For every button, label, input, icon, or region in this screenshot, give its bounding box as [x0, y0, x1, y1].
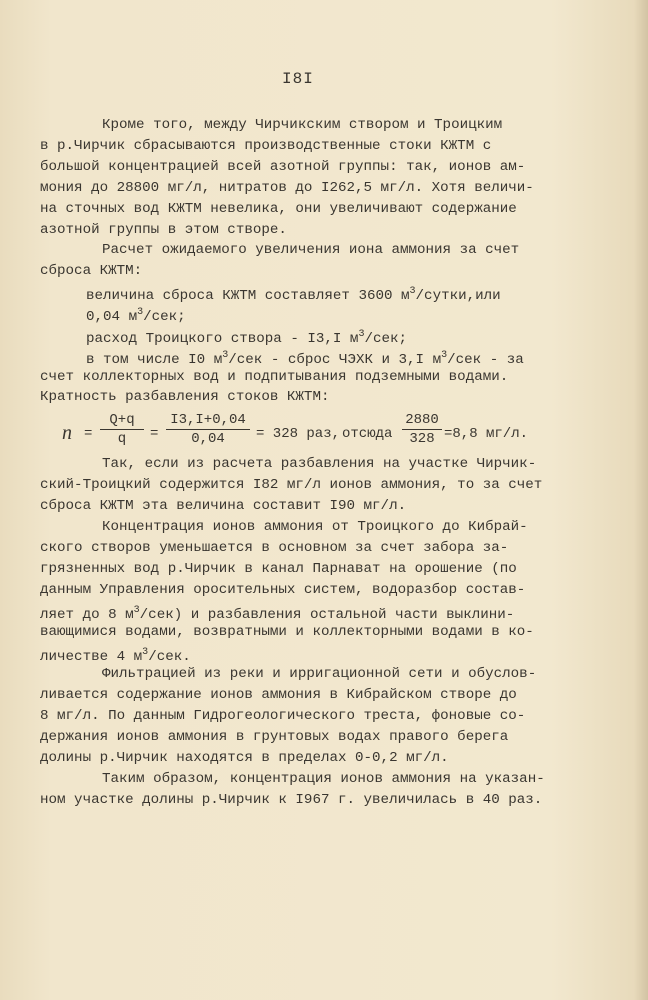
formula-result-2: =8,8 мг/л.	[444, 426, 529, 442]
fraction-numerator: Q+q	[100, 412, 144, 430]
text-line: ливается содержание ионов аммония в Кибрайском створе до	[40, 687, 517, 703]
text-line: ном участке долины р.Чирчик к I967 г. увеличилась в 40 раз.	[40, 792, 543, 808]
page-number: I8I	[282, 70, 314, 88]
text-line: ский-Троицкий содержится I82 мг/л ионов аммония, то за счет	[40, 477, 543, 493]
text-line: Концентрация ионов аммония от Троицкого до Кибрай-	[102, 519, 528, 535]
formula-equals: =	[84, 426, 93, 442]
text-line: держания ионов аммония в грунтовых водах правого берега	[40, 729, 509, 745]
fraction-denominator: 328	[409, 431, 435, 447]
fraction-denominator: 0,04	[191, 431, 225, 447]
fraction-values	[166, 412, 250, 447]
text-line: счет коллекторных вод и подпитывания подземными водами.	[40, 369, 509, 385]
text-line: азотной группы в этом створе.	[40, 222, 287, 238]
fraction-concentration	[402, 412, 442, 447]
text-line: Расчет ожидаемого увеличения иона аммония за счет	[102, 242, 520, 258]
fraction-denominator: q	[117, 431, 127, 447]
text-line: вающимися водами, возвратными и коллекторными водами в ко-	[40, 624, 534, 640]
formula-result: = 328 раз,	[256, 426, 341, 442]
formula-n: n	[62, 422, 72, 444]
text-line: мония до 28800 мг/л, нитратов до I262,5 мг/л. Хотя величи-	[40, 180, 534, 196]
text-line: на сточных вод КЖТМ невелика, они увеличивают содержание	[40, 201, 517, 217]
text-line: 0,04 $м^3$/сек;	[86, 307, 186, 325]
page-edge-shadow	[634, 0, 648, 1000]
text-line: Кроме того, между Чирчикским створом и Троицким	[102, 117, 503, 133]
formula-equals: =	[150, 426, 159, 442]
text-line: Таким образом, концентрация ионов аммония на указан-	[102, 771, 545, 787]
fraction-numerator: I3,I+0,04	[166, 412, 250, 430]
text-line: данным Управления оросительных систем, водоразбор состав-	[40, 582, 526, 598]
text-line: личестве 4 $м^3$/сек.	[40, 647, 191, 665]
fraction-q-ratio	[100, 412, 144, 447]
dilution-formula	[62, 412, 552, 460]
text-line: в том числе I0 $м^3$/сек - сброс ЧЭХК и 3,I $м^3$/сек - за	[86, 350, 524, 368]
text-line: ляет до 8 $м^3/сек$) и разбавления остальной части выклини-	[40, 605, 515, 623]
text-line: величина сброса КЖТМ составляет 3600 $м^3/сутки,или$	[86, 286, 501, 304]
text-line: Фильтрацией из реки и ирригационной сети и обуслов-	[102, 666, 537, 682]
text-line: 8 мг/л. По данным Гидрогеологического треста, фоновые со-	[40, 708, 526, 724]
formula-otkuda: отсюда	[342, 426, 393, 442]
text-line: большой концентрацией всей азотной группы: так, ионов ам-	[40, 159, 526, 175]
text-line: расход Троицкого створа - I3,I $м^3$/сек;	[86, 329, 408, 347]
text-line: Кратность разбавления стоков КЖТМ:	[40, 389, 330, 405]
text-line: долины р.Чирчик находятся в пределах 0-0,2 мг/л.	[40, 750, 449, 766]
text-line: сброса КЖТМ эта величина составит I90 мг/л.	[40, 498, 407, 514]
text-line: Так, если из расчета разбавления на участке Чирчик-	[102, 456, 537, 472]
text-line: сброса КЖТМ:	[40, 263, 143, 279]
text-line: грязненных вод р.Чирчик в канал Парнават на орошение (по	[40, 561, 517, 577]
fraction-numerator: 2880	[402, 412, 442, 430]
text-line: в р.Чирчик сбрасываются производственные стоки КЖТМ с	[40, 138, 492, 154]
text-line: ского створов уменьшается в основном за счет забора за-	[40, 540, 509, 556]
